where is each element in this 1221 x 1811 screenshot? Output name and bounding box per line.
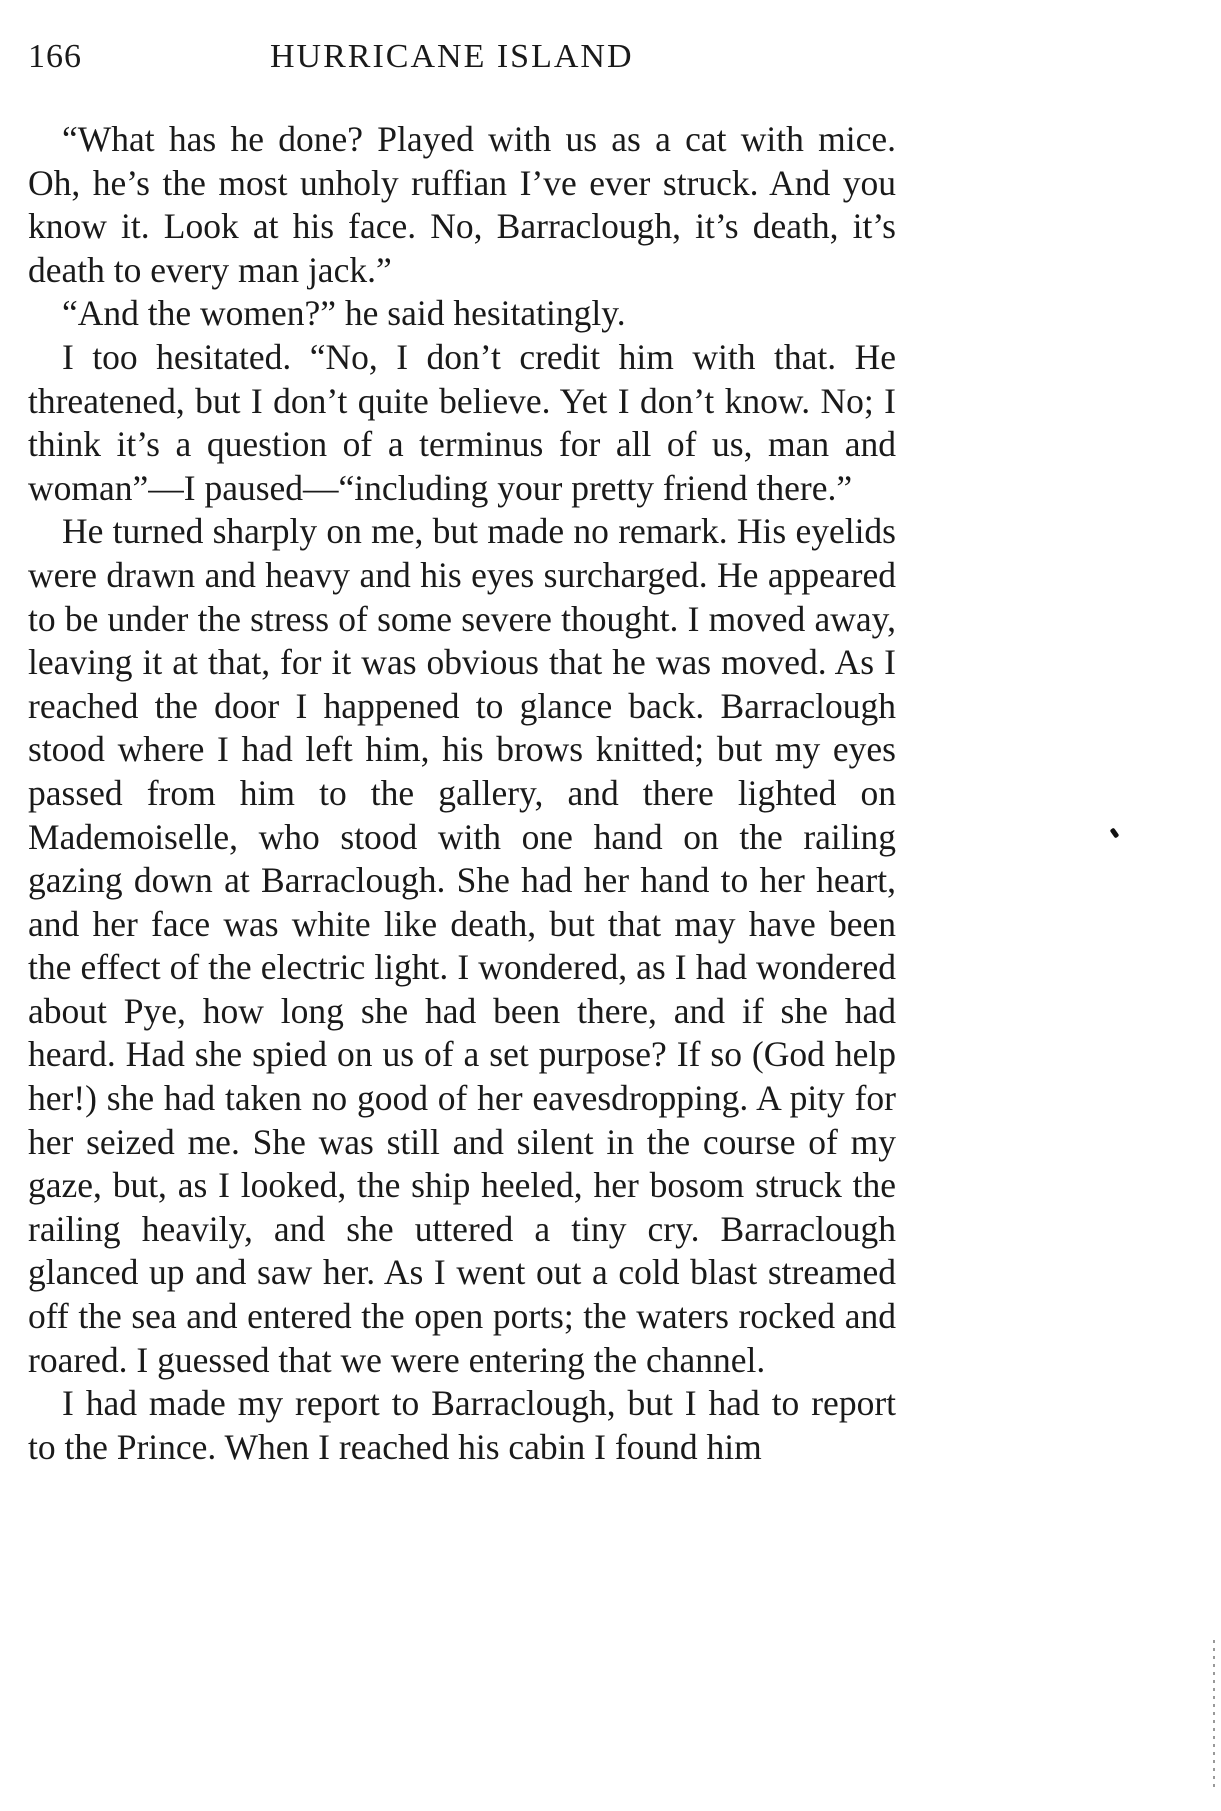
paragraph-2: “And the women?” he said hesitatingly. <box>62 293 626 334</box>
ink-speck-mark <box>1110 827 1120 838</box>
page-header <box>28 38 908 88</box>
paragraph-3: I too hesitated. “No, I don’t credit him with that. He threatened, but I don’t quite believe. Yet I don’t know. No; I think it’s a question of a terminus for all of us, man and woman”—I paused—“including your pretty friend there.” <box>28 336 896 508</box>
running-title: HURRICANE ISLAND <box>270 38 634 75</box>
body-text <box>28 118 896 1469</box>
scan-edge-mark <box>1213 1640 1215 1790</box>
paragraph-4: He turned sharply on me, but made no remark. His eyelids were drawn and heavy and his eyes surcharged. He appeared to be under the stress of some severe thought. I moved away, leaving it at that, for it was obvious that he was moved. As I reached the door I happened to glance back. Barraclough stood where I had left him, his brows knitted; but my eyes passed from him to the gallery, and there lighted on Mademoiselle, who stood with one hand on the railing gazing down at Barraclough. She had her hand to her heart, and her face was white like death, but that may have been the effect of the electric light. I wondered, as I had wondered about Pye, how long she had been there, and if she had heard. Had she spied on us of a set purpose? If so (God help her!) she had taken no good of her eavesdropping. A pity for her seized me. She was still and silent in the course of my gaze, but, as I looked, the ship heeled, her bosom struck the railing heavily, and she uttered a tiny cry. Barraclough glanced up and saw her. As I went out a cold blast streamed off the sea and entered the open ports; the waters rocked and roared. I guessed that we were entering the channel. <box>28 511 896 1380</box>
paragraph-5: I had made my report to Barraclough, but I had to report to the Prince. When I reached his cabin I found him <box>28 1383 896 1467</box>
page-number: 166 <box>28 38 82 75</box>
paragraph-1: “What has he done? Played with us as a cat with mice. Oh, he’s the most unholy ruffian I’ve ever struck. And you know it. Look at his face. No, Barraclough, it’s death, it’s death to every man jack.” <box>28 119 896 290</box>
